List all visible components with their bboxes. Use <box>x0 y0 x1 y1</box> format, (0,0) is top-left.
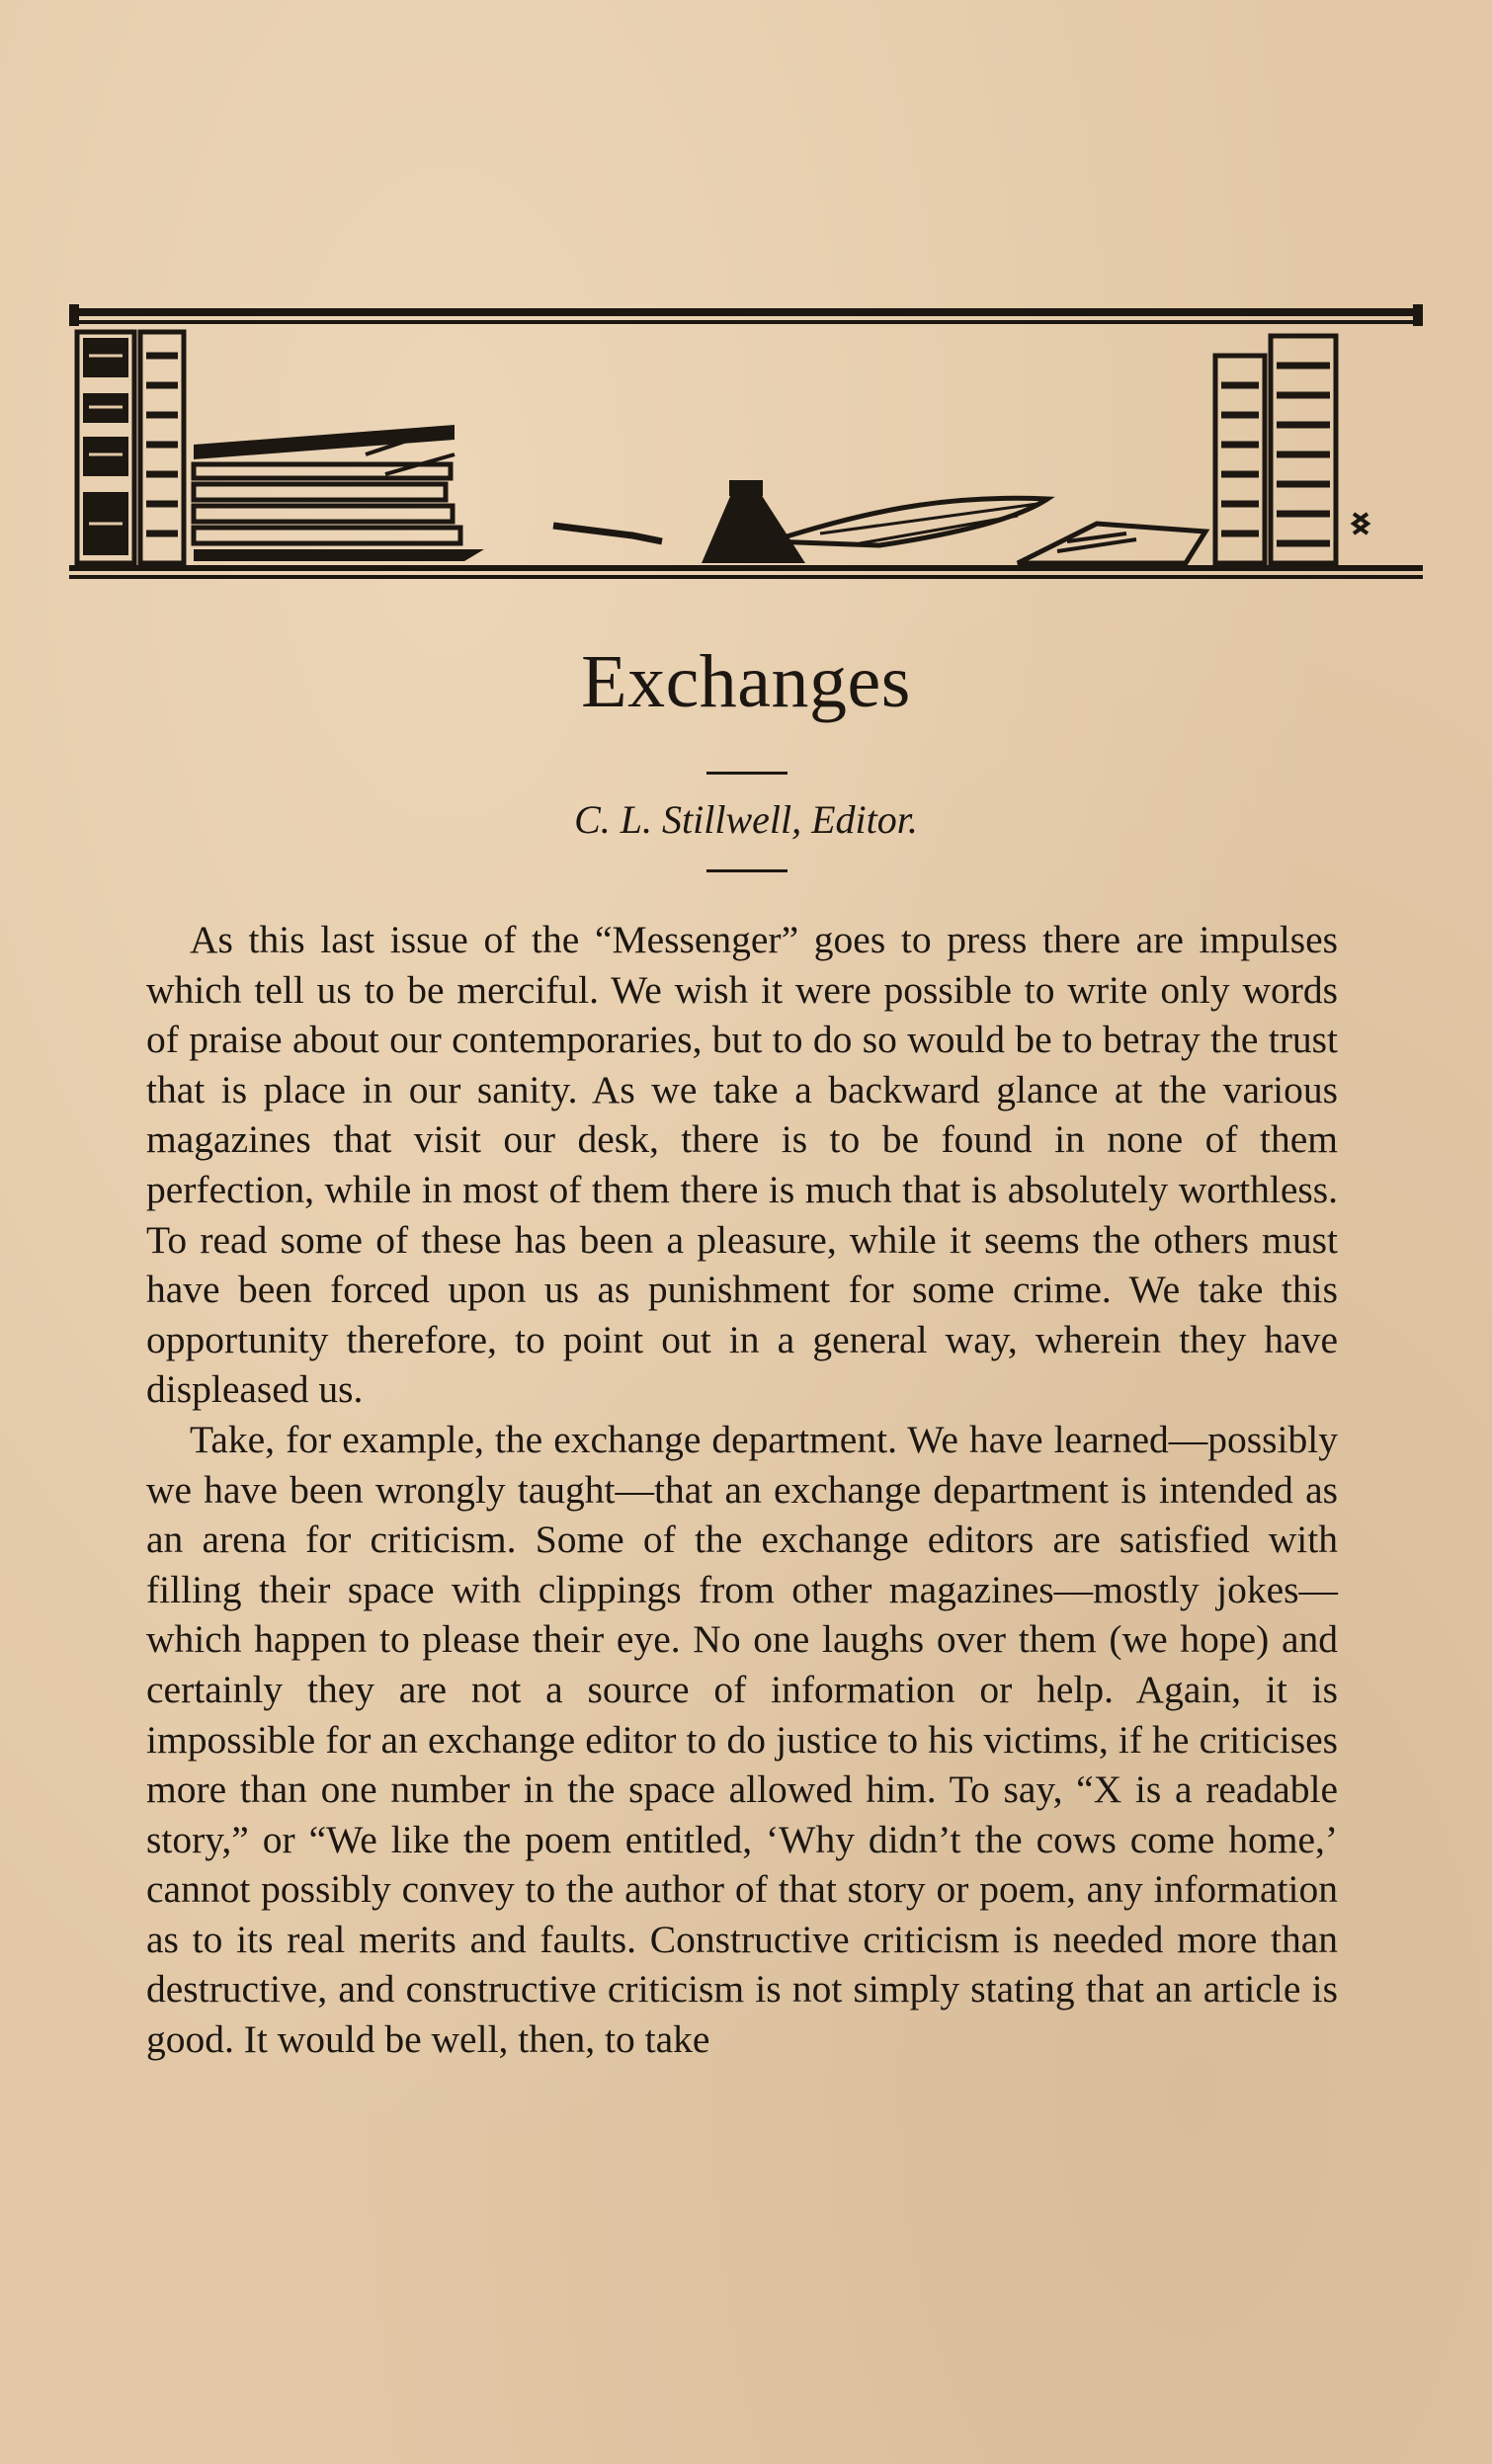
open-book-icon <box>1018 524 1205 563</box>
right-book-stack-icon <box>1215 336 1368 563</box>
byline: C. L. Stillwell, Editor. <box>574 797 918 842</box>
article-body <box>146 915 1338 2065</box>
bookshelf-illustration <box>69 296 1423 593</box>
quill-icon <box>771 498 1047 545</box>
page-title: Exchanges <box>581 640 911 723</box>
title-divider <box>706 772 787 775</box>
byline-divider <box>706 869 787 872</box>
left-book-stack-icon <box>77 332 484 563</box>
paragraph: As this last issue of the “Messenger” goes to press there are impulses which tell us to be merciful. We wish it were possible to write only words of praise about our contemporaries, but to do so would be to betray the trust that is place in our sanity. As we take a backward glance at the various magazines that visit our desk, there is to be found in none of them perfection, while in most of them there is much that is absolutely worthless. To read some of these has been a pleasure, while it seems the others must have been forced upon us as punishment for some crime. We take this opportunity therefore, to point out in a general way, wherein they have displeased us. <box>146 918 1338 1412</box>
paragraph: Take, for example, the exchange department. We have learned—possibly we have been wrongly taught—that an exchange department is intended as an arena for criticism. Some of the exchange editors are satisfied with filling their space with clippings from other magazines—mostly jokes—which happen to please their eye. No one laughs over them (we hope) and certainly they are not a source of information or help. Again, it is impossible for an exchange editor to do justice to his victims, if he criticises more than one number in the space allowed him. To say, “X is a readable story,” or “We like the poem entitled, ‘Why didn’t the cows come home,’ cannot possibly convey to the author of that story or poem, any information as to its real merits and faults. Constructive criticism is needed more than destructive, and constructive criticism is not simply stating that an article is good. It would be well, then, to take <box>146 1417 1338 2062</box>
inkwell-icon <box>553 480 805 563</box>
